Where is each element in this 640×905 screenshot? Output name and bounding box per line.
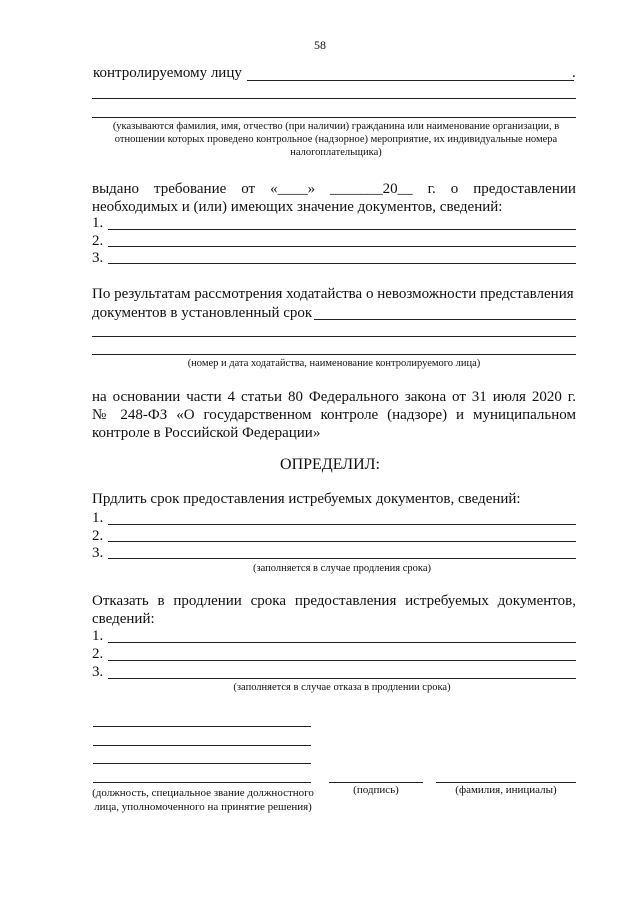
extend-item-2-number: 2. (92, 528, 104, 544)
legal-basis-line-3: контроле в Российской Федерации» (92, 425, 321, 441)
word-predostavlenii: предоставлении (473, 181, 576, 197)
extend-item-2-line[interactable] (108, 541, 576, 542)
word-g: г. (427, 181, 436, 197)
recipient-field-line-1[interactable] (247, 80, 574, 81)
position-line-2[interactable] (93, 745, 311, 746)
position-line-4[interactable] (93, 782, 311, 783)
requirement-line-1 (92, 180, 576, 199)
name-line[interactable] (436, 782, 576, 783)
date-day-field[interactable]: «____» (270, 181, 316, 197)
petition-field-line-1[interactable] (314, 319, 576, 320)
extend-note: (заполняется в случае продления срока) (252, 563, 432, 574)
position-line-3[interactable] (93, 763, 311, 764)
req-item-3-line[interactable] (108, 263, 576, 264)
refuse-item-3-line[interactable] (108, 678, 576, 679)
date-month-year-field[interactable]: _______20__ (330, 181, 413, 197)
petition-line-2: документов в установленный срок (92, 305, 313, 321)
extend-item-1-number: 1. (92, 510, 104, 526)
petition-line-1: По результатам рассмотрения ходатайства о невозможности представления (92, 286, 574, 302)
signature-line[interactable] (329, 782, 423, 783)
word-trebovanie: требование (153, 181, 227, 197)
petition-field-line-3[interactable] (92, 354, 576, 355)
extend-item-3-number: 3. (92, 545, 104, 561)
refuse-item-1-number: 1. (92, 628, 104, 644)
recipient-field-line-3[interactable] (92, 117, 576, 118)
position-line-1[interactable] (93, 726, 311, 727)
name-note: (фамилия, инициалы) (455, 784, 557, 796)
recipient-field-line-2[interactable] (92, 98, 576, 99)
legal-basis-line-2: № 248-ФЗ «О государственном контроле (надзоре) и муниципальном (92, 407, 576, 423)
refuse-item-2-line[interactable] (108, 660, 576, 661)
requirement-line-2: необходимых и (или) имеющих значение документов, сведений: (92, 199, 503, 215)
refuse-note: (заполняется в случае отказа в продлении срока) (233, 682, 451, 693)
extend-item-1-line[interactable] (108, 524, 576, 525)
petition-note: (номер и дата ходатайства, наименование контролируемого лица) (187, 358, 481, 369)
word-o: о (450, 181, 459, 197)
signature-note: (подпись) (353, 784, 399, 796)
refuse-item-1-line[interactable] (108, 642, 576, 643)
position-note: (должность, специальное звание должностного лица, уполномоченного на принятие решения) (92, 787, 314, 813)
req-item-2-number: 2. (92, 233, 104, 249)
refuse-item-3-number: 3. (92, 664, 104, 680)
refuse-item-2-number: 2. (92, 646, 104, 662)
recipient-label: контролируемому лицу (93, 65, 242, 81)
extend-item-3-line[interactable] (108, 558, 576, 559)
req-item-2-line[interactable] (108, 246, 576, 247)
req-item-1-number: 1. (92, 215, 104, 231)
req-item-3-number: 3. (92, 250, 104, 266)
legal-basis-line-1: на основании части 4 статьи 80 Федерального закона от 31 июля 2020 г. (92, 389, 576, 405)
word-vydano: выдано (92, 181, 139, 197)
extend-line-1: Прдлить срок предоставления истребуемых документов, сведений: (92, 491, 521, 507)
recipient-note: (указываются фамилия, имя, отчество (при наличии) гражданина или наименование организации, в отношении которых проведено контрольное (надзорное) мероприятие, их индивидуальные номера налогоплательщика) (112, 121, 560, 158)
decision-heading: ОПРЕДЕЛИЛ: (280, 456, 380, 473)
page-number: 58 (314, 38, 326, 52)
petition-field-line-2[interactable] (92, 336, 576, 337)
word-ot: от (241, 181, 256, 197)
refuse-line-2: сведений: (92, 611, 155, 627)
refuse-line-1: Отказать в продлении срока предоставления истребуемых документов, (92, 593, 576, 609)
recipient-end-dot: . (572, 65, 576, 81)
req-item-1-line[interactable] (108, 229, 576, 230)
